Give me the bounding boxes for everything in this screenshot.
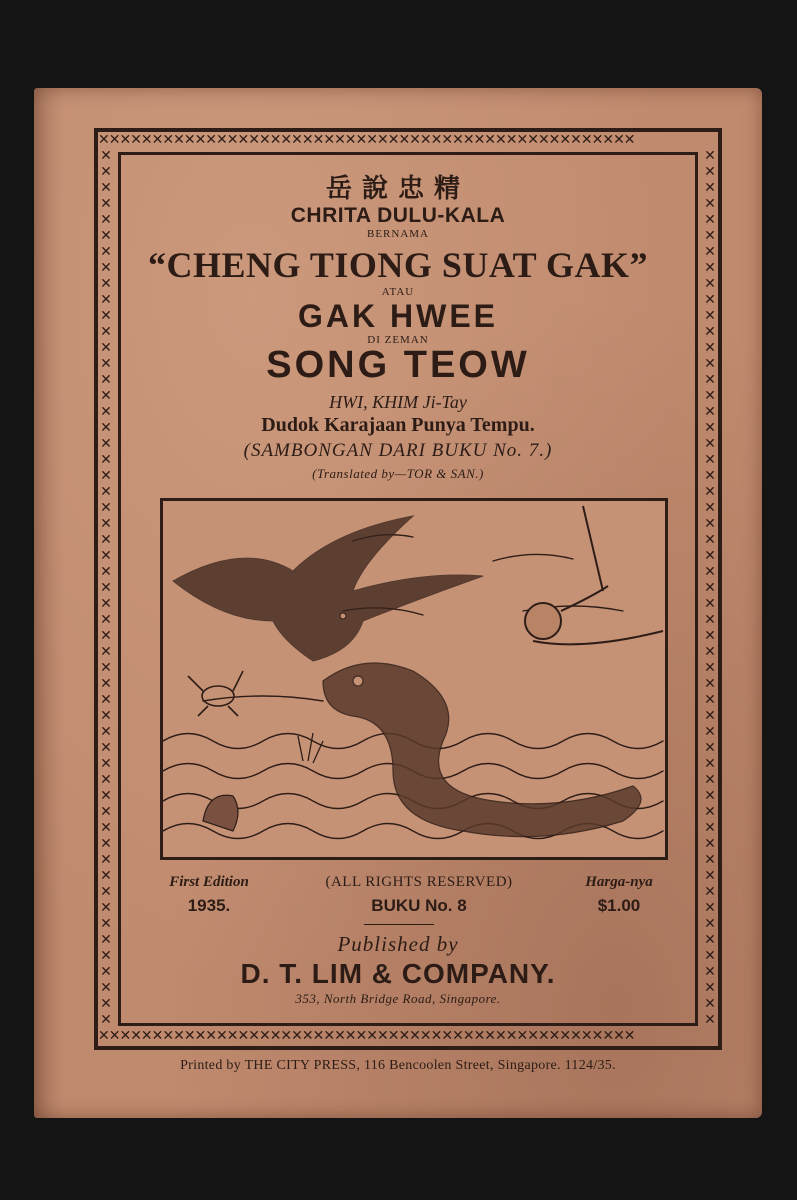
translator-credit: (Translated by—TOR & SAN.) bbox=[312, 466, 484, 481]
price-value: $1.00 bbox=[597, 896, 641, 915]
edition-year: 1935. bbox=[187, 896, 231, 915]
published-by: Published by bbox=[337, 932, 459, 956]
subtitle-di-zeman: DI ZEMAN bbox=[367, 334, 429, 346]
chinese-title: 岳說忠精 bbox=[325, 174, 470, 204]
main-title: “CHENG TIONG SUAT GAK” bbox=[147, 245, 649, 285]
illustration-art bbox=[163, 501, 665, 857]
edition-label: First Edition bbox=[169, 874, 249, 890]
book-cover bbox=[34, 88, 762, 1118]
publisher-name: D. T. LIM & COMPANY. bbox=[240, 958, 556, 989]
title-gak-hwee: GAK HWEE bbox=[298, 298, 498, 334]
publisher-address: 353, North Bridge Road, Singapore. bbox=[295, 991, 501, 1006]
subtitle-bernama: BERNAMA bbox=[366, 228, 429, 240]
subtitle-hwi-khim: HWI, KHIM Ji-Tay bbox=[329, 392, 467, 412]
price-label: Harga-nya bbox=[585, 874, 653, 890]
book-number: BUKU No. 8 bbox=[371, 896, 467, 915]
rights-reserved: (ALL RIGHTS RESERVED) bbox=[325, 874, 513, 890]
printer-line: Printed by THE CITY PRESS, 116 Bencoolen Street, Singapore. 1124/35. bbox=[180, 1058, 616, 1073]
divider-line bbox=[364, 924, 434, 925]
border-pattern-right: ✕✕✕✕✕✕✕✕✕✕✕✕✕✕✕✕✕✕✕✕✕✕✕✕✕✕✕✕✕✕✕✕✕✕✕✕✕✕✕✕✕✕✕✕✕✕✕✕✕✕✕✕✕✕✕ bbox=[704, 148, 716, 1028]
cover-illustration bbox=[160, 498, 668, 860]
subtitle-dudok: Dudok Karajaan Punya Tempu. bbox=[261, 414, 535, 436]
border-pattern-bottom: ✕✕✕✕✕✕✕✕✕✕✕✕✕✕✕✕✕✕✕✕✕✕✕✕✕✕✕✕✕✕✕✕✕✕✕✕✕✕✕✕✕✕✕✕✕✕✕✕✕✕ bbox=[98, 1028, 635, 1044]
title-song-teow: SONG TEOW bbox=[266, 344, 530, 386]
border-pattern-top: ✕✕✕✕✕✕✕✕✕✕✕✕✕✕✕✕✕✕✕✕✕✕✕✕✕✕✕✕✕✕✕✕✕✕✕✕✕✕✕✕✕✕✕✕✕✕✕✕✕✕ bbox=[98, 132, 635, 148]
subtitle-sambongan: (SAMBONGAN DARI BUKU No. 7.) bbox=[243, 440, 553, 461]
subtitle-atau: ATAU bbox=[381, 286, 415, 298]
border-pattern-left: ✕✕✕✕✕✕✕✕✕✕✕✕✕✕✕✕✕✕✕✕✕✕✕✕✕✕✕✕✕✕✕✕✕✕✕✕✕✕✕✕✕✕✕✕✕✕✕✕✕✕✕✕✕✕✕ bbox=[100, 148, 112, 1028]
subtitle-chrita: CHRITA DULU-KALA bbox=[290, 204, 506, 227]
